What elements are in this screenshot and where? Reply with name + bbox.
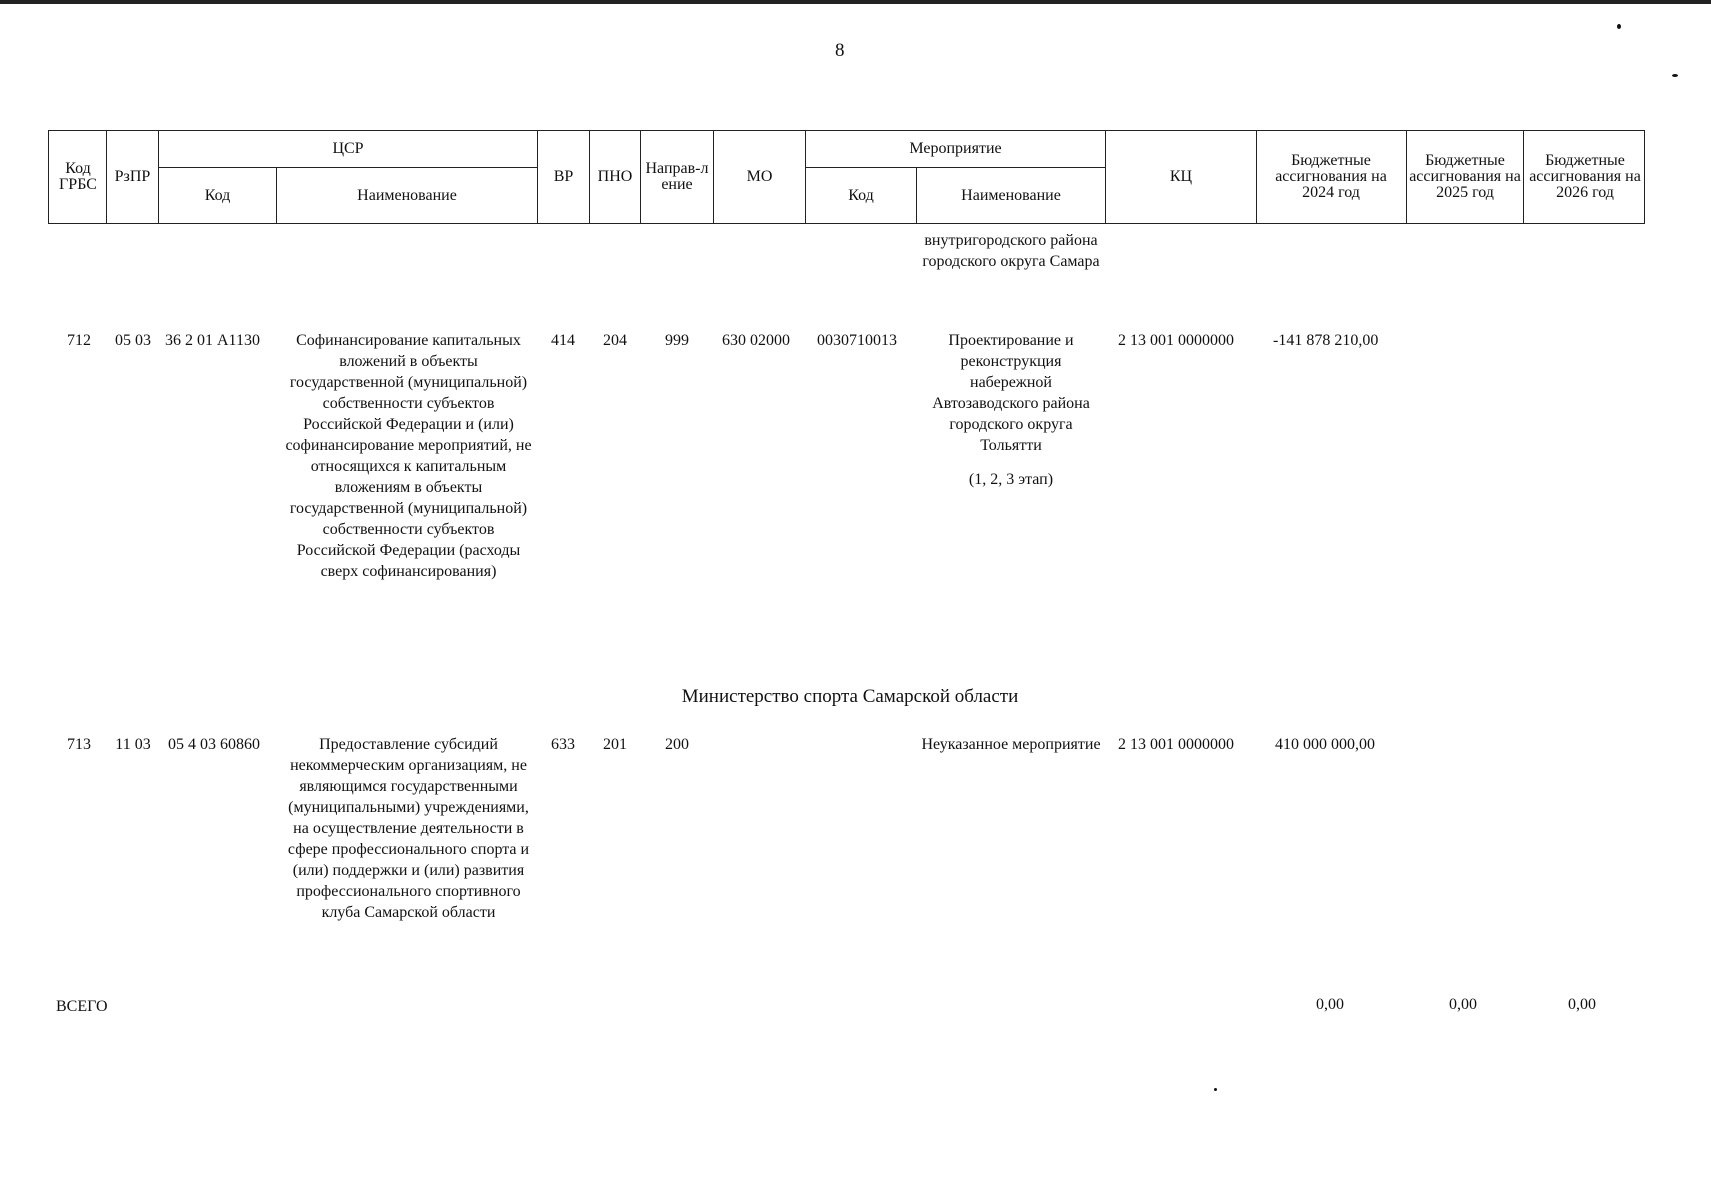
row-kc: 2 13 001 0000000 bbox=[1118, 736, 1234, 753]
row-kc: 2 13 001 0000000 bbox=[1118, 332, 1234, 349]
header-ba-2025: Бюджетные ассигнования на 2025 год bbox=[1409, 152, 1521, 201]
header-csr-kod: Код bbox=[204, 186, 231, 204]
scan-speck bbox=[1617, 24, 1621, 29]
row-mo: 630 02000 bbox=[722, 332, 790, 349]
row-rzpr: 05 03 bbox=[115, 332, 151, 349]
row-napr: 999 bbox=[665, 332, 689, 349]
row-ba-2024: 410 000 000,00 bbox=[1275, 736, 1375, 753]
row-csr-kod: 05 4 03 60860 bbox=[168, 736, 260, 753]
row-mer-name: Неуказанное мероприятие bbox=[921, 736, 1101, 753]
row-vr: 633 bbox=[551, 736, 575, 753]
header-ba-2026: Бюджетные ассигнования на 2026 год bbox=[1529, 152, 1641, 201]
header-csr-name: Наименование bbox=[357, 186, 457, 204]
header-mer-kod: Код bbox=[848, 186, 874, 204]
row-ba-2024: -141 878 210,00 bbox=[1273, 332, 1379, 349]
row-csr-name: Предоставление субсидий некоммерческим организациям, не являющимся государственными (муниципальными) учреждениями, на осуществление деятельности в сфере профессионального спорта и (или) поддержки и (или) развития профессионального спортивного клуба Самарской области bbox=[287, 736, 530, 921]
scan-speck bbox=[1214, 1088, 1217, 1091]
scan-speck bbox=[1672, 74, 1678, 77]
total-ba-2025: 0,00 bbox=[1449, 996, 1477, 1013]
page-number: 8 bbox=[835, 40, 845, 61]
total-label: ВСЕГО bbox=[56, 998, 108, 1015]
total-ba-2024: 0,00 bbox=[1316, 996, 1344, 1013]
section-title: Министерство спорта Самарской области bbox=[681, 686, 1019, 707]
row-vr: 414 bbox=[551, 332, 575, 349]
table-header bbox=[48, 130, 1645, 224]
row-pno: 204 bbox=[603, 332, 627, 349]
scan-top-border bbox=[0, 0, 1711, 4]
header-mo: МО bbox=[746, 168, 773, 185]
header-rzpr: РзПР bbox=[114, 168, 151, 185]
row-csr-kod: 36 2 01 А1130 bbox=[165, 332, 260, 349]
header-ba-2024: Бюджетные ассигнования на 2024 год bbox=[1275, 152, 1387, 201]
header-mer-name: Наименование bbox=[961, 186, 1061, 204]
row-napr: 200 bbox=[665, 736, 689, 753]
continuation-text: внутригородского района городского округа Самара bbox=[922, 232, 1100, 270]
row-grbs: 712 bbox=[67, 332, 91, 349]
header-csr: ЦСР bbox=[332, 140, 364, 157]
header-meropriyatie: Мероприятие bbox=[909, 140, 1002, 157]
header-kod-grbs: Код ГРБС bbox=[59, 160, 97, 193]
header-pno: ПНО bbox=[597, 168, 633, 185]
total-ba-2026: 0,00 bbox=[1568, 996, 1596, 1013]
row-csr-name: Софинансирование капитальных вложений в объекты государственной (муниципальной) собственности субъектов Российской Федерации и (или) софинансирование мероприятий, не относящихся к капитальным вложениям в объекты государственной (муниципальной) собственности субъектов Российской Федерации (расходы сверх софинансирования) bbox=[285, 332, 532, 580]
row-rzpr: 11 03 bbox=[115, 736, 151, 753]
row-mer-kod: 0030710013 bbox=[817, 332, 897, 349]
row-mer-note: (1, 2, 3 этап) bbox=[968, 471, 1054, 488]
row-pno: 201 bbox=[603, 736, 627, 753]
header-vr: ВР bbox=[553, 168, 574, 185]
row-mer-name: Проектирование и реконструкция набережной Автозаводского района городского округа Тольятти bbox=[932, 332, 1090, 454]
row-grbs: 713 bbox=[67, 736, 91, 753]
header-napravlenie: Направ-ление bbox=[645, 160, 709, 193]
header-kc: КЦ bbox=[1169, 168, 1193, 185]
